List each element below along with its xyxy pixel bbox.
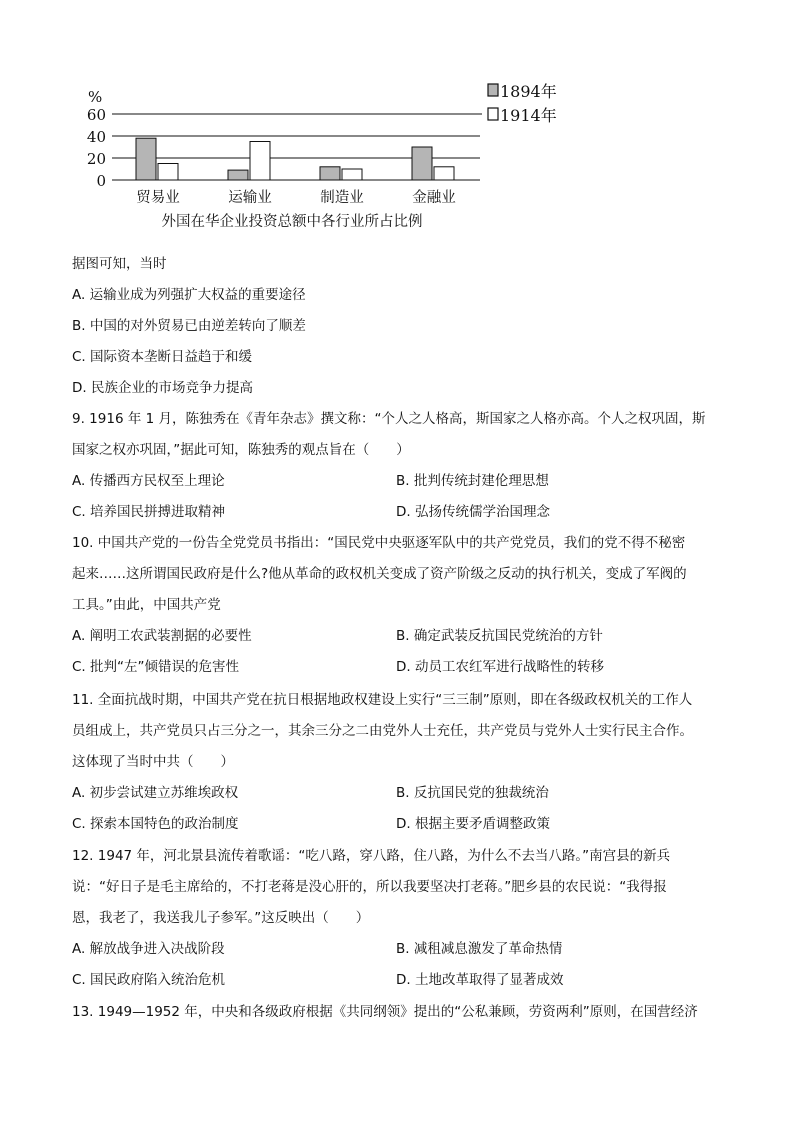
q10-line-3: 工具。”由此，中国共产党	[72, 597, 221, 613]
q10-line-1: 10. 中国共产党的一份告全党党员书指出：“国民党中央驱逐军队中的共产党党员，我们的党不得不秘密	[72, 535, 686, 551]
x-tick-label: 运输业	[228, 190, 272, 206]
q11-line-3: 这体现了当时中共（ ）	[72, 754, 234, 770]
q8-option-d: D. 民族企业的市场竞争力提高	[72, 380, 253, 396]
q11-line-1: 11. 全面抗战时期，中国共产党在抗日根据地政权建设上实行“三三制”原则，即在各级政权机关的工作人	[72, 692, 693, 708]
q12-line-1: 12. 1947 年，河北景县流传着歌谣：“吃八路，穿八路，住八路，为什么不去当八路。”南宫县的新兵	[72, 848, 671, 864]
x-tick-label: 金融业	[412, 190, 456, 206]
q11-option-a: A. 初步尝试建立苏维埃政权	[72, 785, 239, 801]
legend-swatch-1894年	[488, 84, 498, 96]
q10-option-c: C. 批判“左”倾错误的危害性	[72, 659, 239, 675]
y-unit-label: %	[88, 88, 103, 106]
q10-line-2: 起来……这所谓国民政府是什么?他从革命的政权机关变成了资产阶级之反动的执行机关，变成了军阀的	[72, 566, 687, 582]
y-tick-label: 60	[86, 106, 106, 124]
q9-option-a: A. 传播西方民权至上理论	[72, 473, 225, 489]
bar-1914年-金融业	[434, 167, 454, 180]
q8-option-c: C. 国际资本垄断日益趋于和缓	[72, 349, 253, 365]
q12-option-b: B. 减租减息激发了革命热情	[396, 941, 563, 957]
chart-svg	[80, 78, 580, 238]
chart-title: 外国在华企业投资总额中各行业所占比例	[161, 214, 423, 230]
q8-option-a: A. 运输业成为列强扩大权益的重要途径	[72, 287, 306, 303]
x-tick-label: 制造业	[320, 190, 364, 206]
q9-option-c: C. 培养国民拼搏进取精神	[72, 504, 226, 520]
legend-swatch-1914年	[488, 108, 498, 120]
q10-option-a: A. 阐明工农武装割据的必要性	[72, 628, 252, 644]
bar-1894年-贸易业	[136, 138, 156, 180]
bar-1894年-制造业	[320, 167, 340, 180]
q12-option-d: D. 土地改革取得了显著成效	[396, 972, 564, 988]
y-tick-label: 40	[86, 128, 106, 146]
bar-1914年-制造业	[342, 169, 362, 180]
q12-option-a: A. 解放战争进入决战阶段	[72, 941, 225, 957]
q12-line-2: 说：“好日子是毛主席给的，不打老蒋是没心肝的，所以我要坚决打老蒋。”肥乡县的农民说：“我得报	[72, 879, 667, 895]
q11-option-c: C. 探索本国特色的政治制度	[72, 816, 239, 832]
q8-option-b: B. 中国的对外贸易已由逆差转向了顺差	[72, 318, 306, 334]
bar-chart	[80, 78, 580, 238]
q9-option-d: D. 弘扬传统儒学治国理念	[396, 504, 550, 520]
q9-line-1: 9. 1916 年 1 月，陈独秀在《青年杂志》撰文称：“个人之人格高，斯国家之人格亦高。个人之权巩固，斯	[72, 411, 706, 427]
q10-option-d: D. 动员工农红军进行战略性的转移	[396, 659, 604, 675]
q11-option-d: D. 根据主要矛盾调整政策	[396, 816, 550, 832]
bar-1914年-贸易业	[158, 164, 178, 181]
q13-line-1: 13. 1949—1952 年，中央和各级政府根据《共同纲领》提出的“公私兼顾，劳资两利”原则，在国营经济	[72, 1004, 698, 1020]
q8-stem: 据图可知，当时	[72, 256, 167, 272]
q12-line-3: 恩，我老了，我送我儿子参军。”这反映出（ ）	[72, 910, 370, 926]
legend-label: 1894年	[500, 82, 557, 101]
q9-option-b: B. 批判传统封建伦理思想	[396, 473, 549, 489]
q12-option-c: C. 国民政府陷入统治危机	[72, 972, 226, 988]
q10-option-b: B. 确定武装反抗国民党统治的方针	[396, 628, 603, 644]
q9-line-2: 国家之权亦巩固，”据此可知，陈独秀的观点旨在（ ）	[72, 442, 410, 458]
bar-1914年-运输业	[250, 142, 270, 181]
legend-label: 1914年	[500, 106, 557, 125]
bar-1894年-运输业	[228, 170, 248, 180]
y-tick-label: 0	[96, 172, 106, 190]
y-tick-label: 20	[86, 150, 106, 168]
bar-1894年-金融业	[412, 147, 432, 180]
x-tick-label: 贸易业	[136, 190, 180, 206]
q11-option-b: B. 反抗国民党的独裁统治	[396, 785, 549, 801]
q11-line-2: 员组成上，共产党员只占三分之一，其余三分之二由党外人士充任，共产党员与党外人士实行民主合作。	[72, 723, 693, 739]
